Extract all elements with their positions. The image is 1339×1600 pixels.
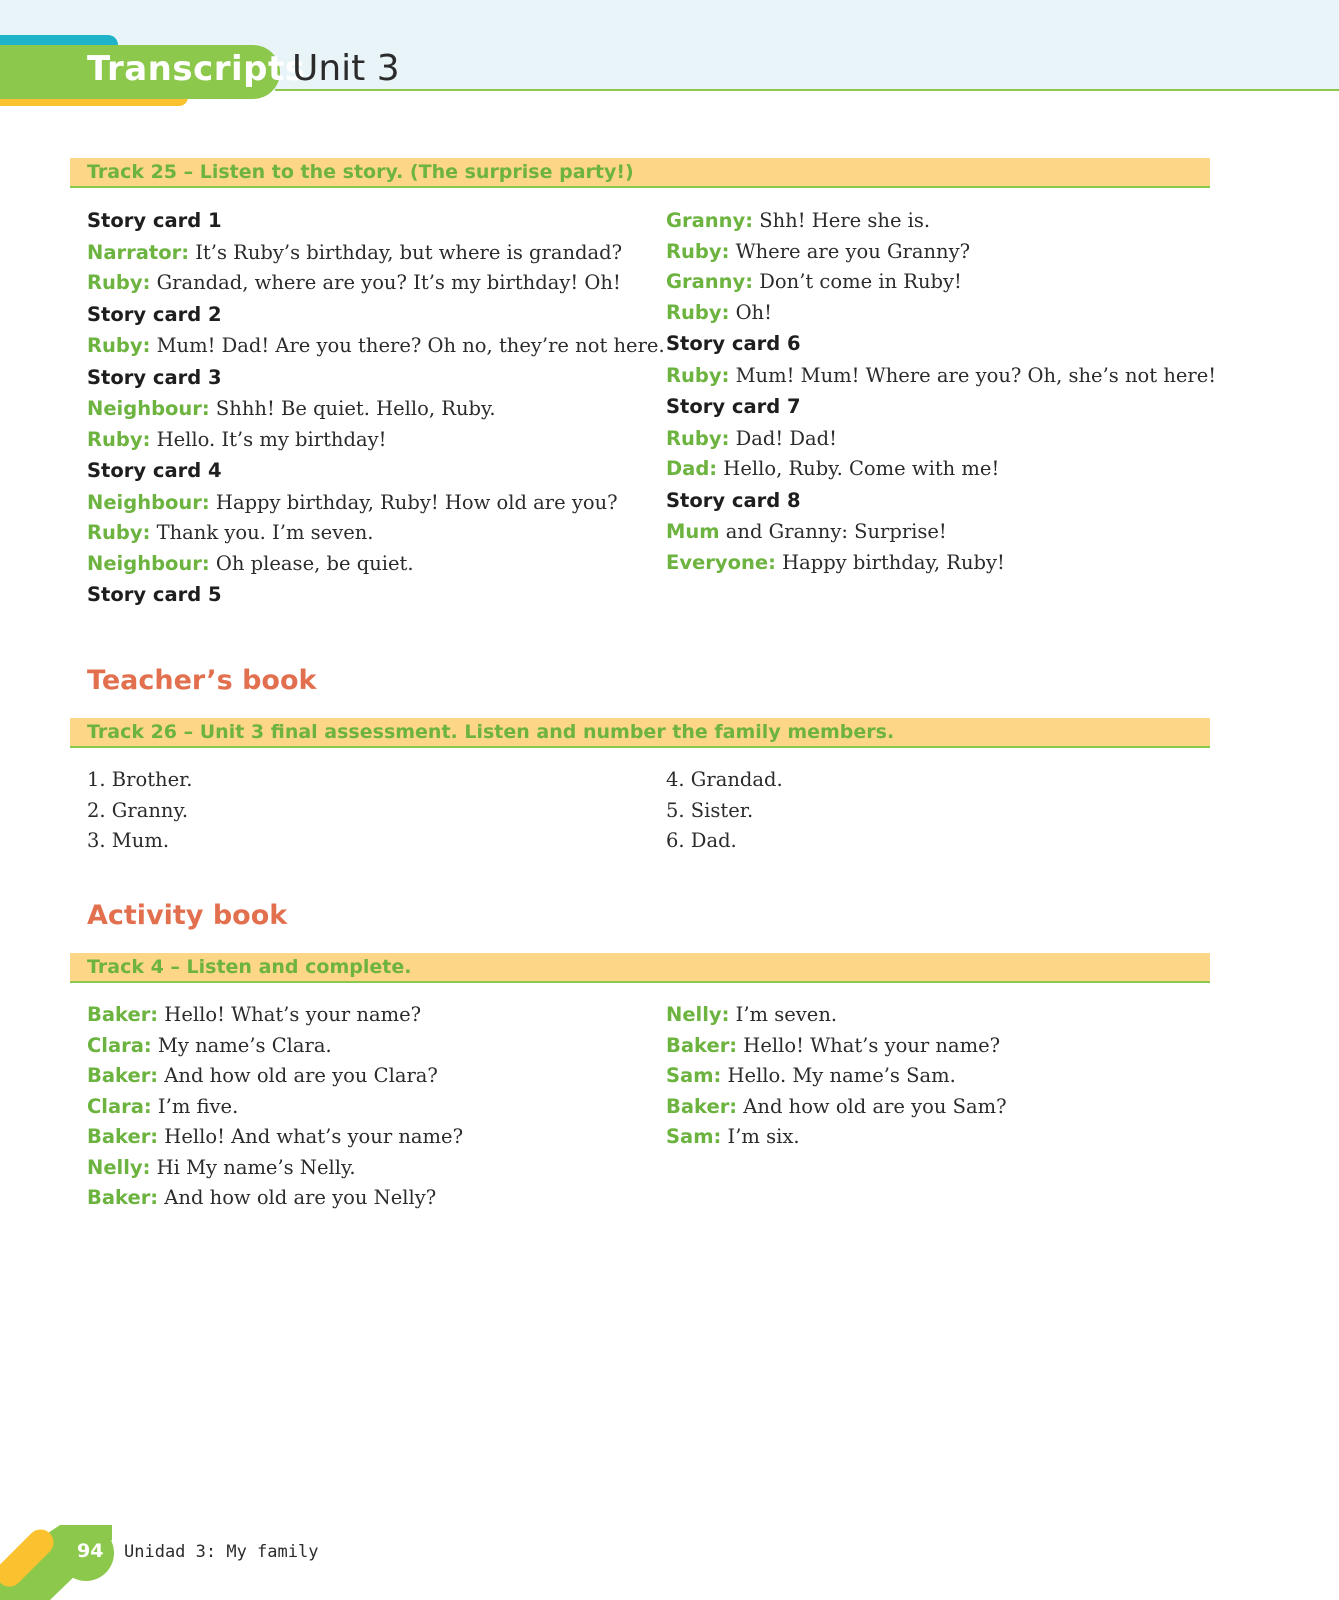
dialogue-line	[666, 298, 1226, 329]
speaker-name: Ruby:	[666, 363, 730, 387]
dialogue-line	[87, 549, 647, 580]
speaker-name: Ruby:	[87, 521, 151, 544]
list-item: 2. Granny.	[87, 798, 189, 822]
dialogue-line	[87, 1061, 647, 1092]
track-25-right-column	[666, 206, 1226, 578]
speaker-name: Nelly:	[87, 1155, 151, 1179]
speaker-name: Dad:	[666, 457, 718, 480]
speaker-name: Ruby:	[666, 300, 730, 324]
story-card-title: Story card 6	[666, 332, 801, 355]
dialogue-text: Hello. My name’s Sam.	[721, 1064, 956, 1087]
dialogue-line	[87, 518, 647, 549]
dialogue-line	[87, 1031, 647, 1062]
speaker-name: Neighbour:	[87, 490, 210, 514]
speaker-name: Ruby:	[87, 334, 151, 357]
dialogue-line	[87, 238, 647, 269]
track-25-bar	[70, 158, 1210, 188]
dialogue-text: I’m seven.	[729, 1003, 838, 1026]
speaker-name: Clara:	[87, 1033, 152, 1057]
track-26-title: Track 26 – Unit 3 final assessment. Listen and number the family members.	[87, 721, 895, 743]
dialogue-line	[666, 267, 1226, 298]
dialogue-line	[666, 1061, 1226, 1092]
track-25-title: Track 25 – Listen to the story. (The surprise party!)	[87, 161, 634, 183]
dialogue-line	[666, 361, 1226, 392]
dialogue-line	[87, 1153, 647, 1184]
speaker-name: Granny:	[666, 270, 754, 293]
track-26-right-column	[666, 765, 1226, 857]
speaker-name: Neighbour:	[87, 397, 210, 420]
dialogue-text: Shh! Here she is.	[753, 209, 931, 232]
dialogue-line	[87, 331, 665, 362]
dialogue-text: Thank you. I’m seven.	[150, 521, 374, 544]
speaker-name: Everyone:	[666, 550, 776, 574]
story-card-title: Story card 1	[87, 209, 222, 232]
dialogue-line	[666, 517, 1226, 548]
dialogue-text: Hello. It’s my birthday!	[150, 427, 387, 451]
dialogue-line	[87, 1183, 647, 1214]
track-4-right-column	[666, 1000, 1226, 1153]
dialogue-line	[666, 1000, 1226, 1031]
speaker-name: Nelly:	[666, 1003, 730, 1026]
dialogue-line	[87, 1092, 647, 1123]
dialogue-line	[666, 1092, 1226, 1123]
dialogue-line	[666, 206, 1226, 237]
dialogue-text: Hi My name’s Nelly.	[150, 1155, 356, 1179]
speaker-name: Sam:	[666, 1064, 722, 1087]
dialogue-text: Hello! What’s your name?	[737, 1033, 1001, 1057]
dialogue-line	[666, 1122, 1226, 1153]
dialogue-text: Shhh! Be quiet. Hello, Ruby.	[209, 397, 496, 420]
teachers-book-heading: Teacher’s book	[87, 665, 317, 696]
story-card-title: Story card 3	[87, 365, 222, 389]
dialogue-line	[87, 1000, 647, 1031]
dialogue-text: Don’t come in Ruby!	[753, 270, 962, 293]
dialogue-text: Hello, Ruby. Come with me!	[717, 457, 1000, 480]
dialogue-text: Happy birthday, Ruby! How old are you?	[209, 490, 618, 514]
list-item: 4. Grandad.	[666, 768, 783, 791]
list-item: 6. Dad.	[666, 829, 737, 852]
dialogue-text: Oh!	[729, 300, 772, 324]
story-card-title: Story card 2	[87, 302, 222, 326]
speaker-name: Ruby:	[87, 427, 151, 451]
dialogue-text: Mum! Mum! Where are you? Oh, she’s not here!	[729, 363, 1217, 387]
speaker-name: Mum	[666, 520, 720, 543]
speaker-name: Sam:	[666, 1125, 722, 1148]
dialogue-text: I’m five.	[151, 1094, 239, 1118]
track-26-left-column	[87, 765, 647, 857]
dialogue-text: Hello! What’s your name?	[158, 1003, 422, 1026]
story-card-title: Story card 4	[87, 459, 222, 482]
speaker-name: Neighbour:	[87, 551, 210, 575]
dialogue-text: Mum! Dad! Are you there? Oh no, they’re not here.	[150, 334, 665, 357]
dialogue-line	[666, 548, 1226, 579]
speaker-name: Ruby:	[666, 239, 730, 263]
list-item: 3. Mum.	[87, 829, 170, 852]
story-card-title: Story card 7	[666, 395, 801, 418]
page-title: Unit 3	[292, 48, 400, 89]
dialogue-text: Dad! Dad!	[729, 426, 837, 450]
speaker-name: Granny:	[666, 209, 754, 232]
track-4-bar	[70, 953, 1210, 983]
dialogue-text: It’s Ruby’s birthday, but where is grandad?	[189, 240, 623, 264]
track-4-title: Track 4 – Listen and complete.	[87, 956, 412, 978]
dialogue-line	[87, 488, 647, 519]
speaker-name: Baker:	[666, 1094, 738, 1118]
dialogue-text: Grandad, where are you? It’s my birthday! Oh!	[150, 271, 621, 294]
header-rule	[275, 89, 1339, 91]
dialogue-text: Happy birthday, Ruby!	[775, 550, 1005, 574]
dialogue-text: I’m six.	[721, 1125, 800, 1148]
dialogue-text: And how old are you Sam?	[737, 1094, 1007, 1118]
dialogue-text: and Granny: Surprise!	[719, 520, 947, 543]
speaker-name: Narrator:	[87, 240, 190, 264]
dialogue-text: And how old are you Clara?	[158, 1064, 438, 1087]
dialogue-text: And how old are you Nelly?	[158, 1186, 437, 1209]
list-item: 1. Brother.	[87, 768, 193, 791]
activity-book-heading: Activity book	[87, 900, 288, 931]
dialogue-line	[666, 454, 1226, 485]
header-tab-title: Transcripts	[87, 49, 306, 89]
story-card-title: Story card 5	[87, 583, 222, 606]
dialogue-text: Hello! And what’s your name?	[158, 1125, 464, 1148]
dialogue-line	[87, 425, 647, 456]
dialogue-text: My name’s Clara.	[151, 1033, 332, 1057]
footer-text: Unidad 3: My family	[124, 1542, 319, 1562]
list-item: 5. Sister.	[666, 798, 754, 822]
dialogue-line	[666, 424, 1226, 455]
speaker-name: Ruby:	[666, 426, 730, 450]
dialogue-text: Oh please, be quiet.	[209, 551, 414, 575]
speaker-name: Baker:	[87, 1003, 159, 1026]
track-4-left-column	[87, 1000, 647, 1214]
speaker-name: Baker:	[87, 1064, 159, 1087]
speaker-name: Clara:	[87, 1094, 152, 1118]
dialogue-line	[87, 1122, 647, 1153]
dialogue-line	[666, 237, 1226, 268]
page-number: 94	[77, 1540, 104, 1562]
track-26-bar	[70, 718, 1210, 748]
story-card-title: Story card 8	[666, 488, 801, 512]
speaker-name: Baker:	[666, 1033, 738, 1057]
speaker-name: Ruby:	[87, 271, 151, 294]
speaker-name: Baker:	[87, 1125, 159, 1148]
dialogue-text: Where are you Granny?	[729, 239, 971, 263]
speaker-name: Baker:	[87, 1186, 159, 1209]
dialogue-line	[87, 268, 647, 299]
track-25-left-column	[87, 205, 665, 612]
dialogue-line	[666, 1031, 1226, 1062]
dialogue-line	[87, 394, 647, 425]
